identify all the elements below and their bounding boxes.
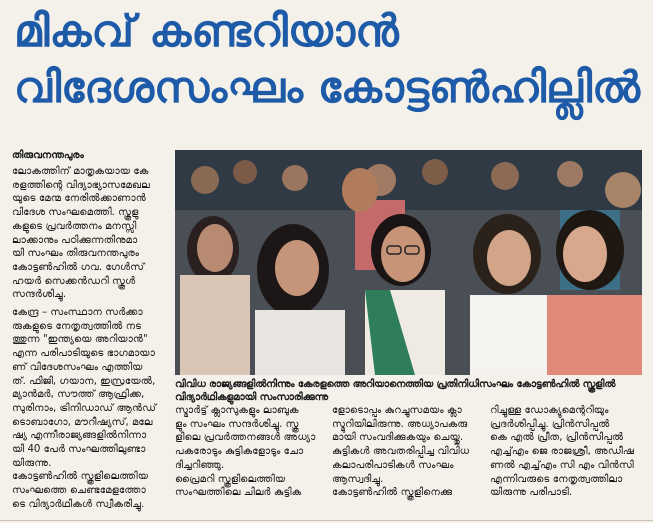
article-line: യിരുന്നു.	[12, 457, 52, 469]
article-line: കെ എൽ പ്രീത, പ്രിൻസിപ്പൽ	[490, 432, 624, 444]
article-line: സ്മാർട്ട് ക്ലാസുകളും ലാബുക	[175, 405, 299, 416]
article-line: ളോടൊപ്പം കുറച്ചുസമയം ക്ലാ	[332, 405, 462, 416]
article-line: ത്തുന്ന "ഇന്ത്യയെ അറിയാൻ"	[12, 334, 148, 346]
article-line: ളിലെ പ്രവർത്തനങ്ങൾ അധ്യാ	[175, 432, 316, 444]
article-line: ത്. ഫിജി, ഗയാന, ഇസ്രയേൽ,	[12, 375, 156, 387]
article-line: ടൊബാഗോ, മൗറീഷ്യസ്, മലേ	[12, 416, 153, 428]
article-line: ലാക്കാനും പഠിക്കുന്നതിനുമാ	[12, 234, 138, 246]
article-line: കളുടെ പ്രവർത്തനം മനസ്സി	[12, 220, 137, 232]
article-line: ആസ്വദിച്ചു.	[332, 473, 384, 485]
article-line: ണൽ എച്ച്എം സി എം വിൻസി	[490, 459, 634, 471]
headline	[14, 4, 644, 116]
caption-line: വിവിധ രാജ്യങ്ങളിൽനിന്നും കേരളത്തെ അറിയാനെത്തിയ പ്രതിനിധിസംഘം കോട്ടൺഹിൽ സ്കൂളിൽ	[175, 379, 616, 390]
article-column-3	[332, 404, 482, 500]
article-line: യി 40 പേർ സംഘത്തിലുണ്ടാ	[12, 444, 146, 456]
article-line: കോട്ടൺഹിൽ ഗവ. ഗേൾസ്	[12, 261, 145, 273]
article-line: പകരോടും കുട്ടികളോടും ചോ	[175, 446, 304, 458]
article-line: സംഘത്തെ ചെണ്ടമേളത്തോ	[12, 485, 146, 497]
article-line: എന്നിവരുടെ നേതൃത്വത്തിലാ	[490, 473, 623, 485]
article-line: ണ് വിദേശസംഘം എത്തിയ	[12, 361, 143, 373]
article-column-1	[12, 165, 172, 512]
article-line: ളും സംഘം സന്ദർശിച്ചു. സ്കൂ	[175, 418, 299, 430]
article-line: ടെ വിദ്യാർഥികൾ സ്വീകരിച്ചു.	[12, 498, 145, 510]
news-photo	[175, 150, 642, 375]
headline-line-2: വിദേശസംഘം കോട്ടൺഹില്ലിൽ	[14, 63, 641, 113]
article-line: രുകളുടെ നേതൃത്വത്തിൽ നട	[12, 320, 142, 332]
article-line: സ്മുറിയിലിരുന്നു. അധ്യാപകരു	[332, 418, 468, 430]
article-line: സുരിനാം, ട്രിനിഡാഡ് ആൻഡ്	[12, 402, 157, 414]
article-column-4	[490, 404, 645, 500]
photo-caption	[175, 378, 642, 404]
article-line: പ്രൈമറി സ്കൂളിലെത്തിയ	[175, 473, 286, 485]
article-line: യിരുന്നു പരിപാടി.	[490, 487, 573, 499]
article-line: കേന്ദ്ര – സംസ്ഥാന സർക്കാ	[12, 307, 143, 319]
article-line: ലോകത്തിന് മാതൃകയായ കേ	[12, 166, 149, 177]
article-line: കോട്ടൺഹിൽ സ്കൂളിലെത്തിയ	[12, 471, 149, 483]
article-line: വിദേശ സംഘമെത്തി. സ്കൂളു	[12, 207, 139, 219]
article-line: സന്ദർശിച്ചു.	[12, 289, 67, 301]
article-column-2	[175, 404, 325, 500]
article-line: എച്ച്എം ജെ രാജശ്രീ, അഡീഷ	[490, 446, 635, 458]
dateline: തിരുവനന്തപുരം	[12, 150, 84, 161]
article-line: പ്രദർശിപ്പിച്ചു. പ്രിൻസിപ്പൽ	[490, 418, 610, 430]
article-line: രളത്തിന്റെ വിദ്യാഭ്യാസമേഖല	[12, 179, 150, 191]
article-line: ഹയർ സെക്കൻഡറി സ്കൂൾ	[12, 275, 136, 287]
article-line: ഷ്യ എന്നീരാജ്യങ്ങളിൽനിന്നാ	[12, 430, 147, 442]
headline-line-1: മികവ് കണ്ടറിയാൻ	[14, 6, 399, 57]
article-line: ദിച്ചറിഞ്ഞു.	[175, 459, 225, 471]
article-line: കുട്ടികൾ അവതരിപ്പിച്ച വിവിധ	[332, 446, 470, 458]
article-line: റിച്ചുള്ള ഡോക്യുമെന്ററിയും	[490, 405, 609, 416]
caption-line: വിദ്യാർഥികളുമായി സംസാരിക്കുന്നു	[175, 392, 328, 403]
article-line: സംഘത്തിലെ ചിലർ കുട്ടിക	[175, 487, 302, 499]
article-line: മ്യാൻമർ, സൗത്ത് ആഫ്രിക്ക,	[12, 389, 145, 401]
article-line: യി സംഘം തിരുവനന്തപുരം	[12, 248, 140, 260]
bottom-rule	[0, 520, 653, 521]
article-line: കോട്ടൺഹിൽ സ്കൂളിനെക്കു	[332, 487, 453, 499]
article-line: കലാപരിപാടികൾ സംഘം	[332, 459, 454, 471]
article-line: മായി സംവദിക്കുകയും ചെയ്തു.	[332, 432, 464, 444]
article-line: യുടെ മേന്മ നേരിൽക്കാണാൻ	[12, 193, 146, 205]
students-photo-illustration	[175, 150, 642, 375]
article-line: എന്ന പരിപാടിയുടെ ഭാഗമായാ	[12, 348, 155, 360]
